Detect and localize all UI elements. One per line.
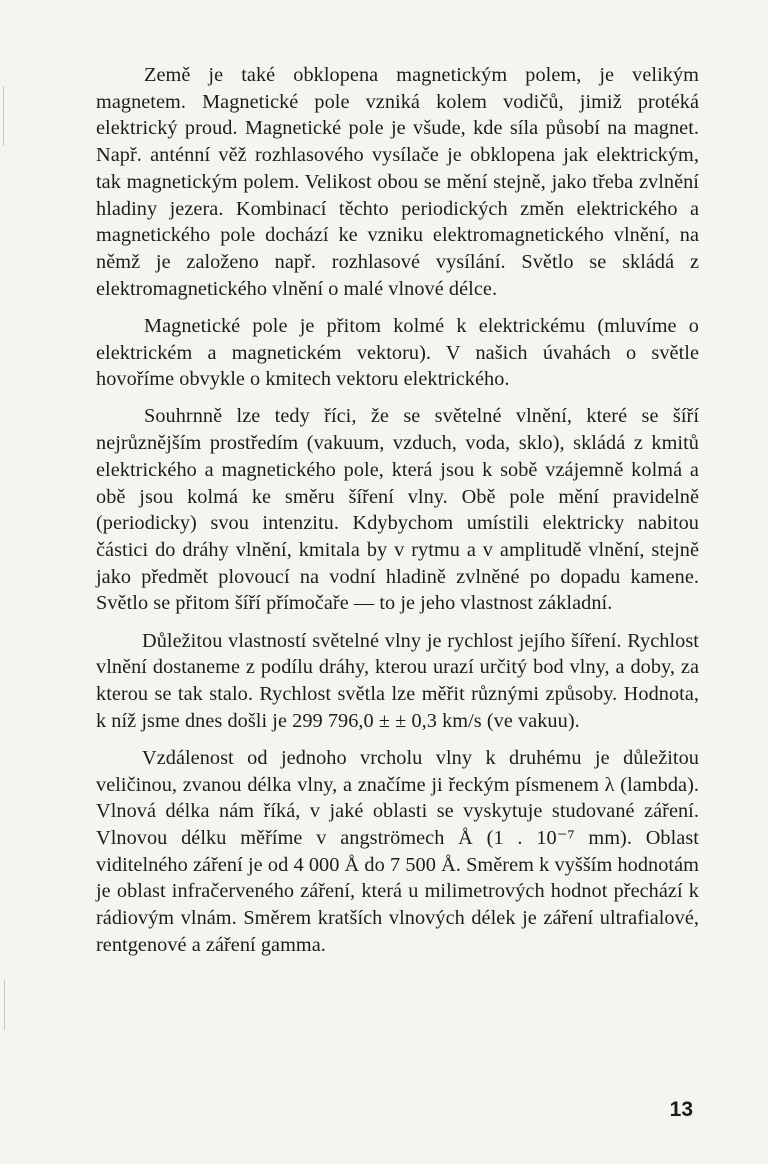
scan-edge-mark bbox=[4, 980, 5, 1030]
paragraph-2: Magnetické pole je přitom kolmé k elektrickému (mluvíme o elektrickém a magnetickém vektoru). V našich úvahách o světle hovoříme obvykle o kmitech vektoru elektrického. bbox=[96, 314, 699, 391]
paragraph-4: Důležitou vlastností světelné vlny je rychlost jejího šíření. Rychlost vlnění dostaneme z podílu dráhy, kterou urazí určitý bod vlny, a doby, za kterou se tak stalo. Rychlost světla lze měřit různými způsoby. Hodnota, k níž jsme dnes došli je 299 796,0 ± ± 0,3 km/s (ve vakuu). bbox=[96, 629, 699, 732]
paragraph-1: Země je také obklopena magnetickým polem, je velikým magnetem. Magnetické pole vzniká kolem vodičů, jimiž protéká elektrický proud. Magnetické pole je všude, kde síla působí na magnet. Např. anténní věž rozhlasového vysílače je obklopena jak elektrickým, tak magnetickým polem. Velikost obou se mění stejně, jako třeba zvlnění hladiny jezera. Kombinací těchto periodických změn elektrického a magnetického pole dochází ke vzniku elektromagnetického vlnění, na němž je založeno např. rozhlasové vysílání. Světlo se skládá z elektromagnetického vlnění o malé vlnové délce. bbox=[96, 64, 699, 300]
body-text bbox=[96, 62, 699, 969]
paragraph-3: Souhrnně lze tedy říci, že se světelné vlnění, které se šíří nejrůznějším prostředím (vakuum, vzduch, voda, sklo), skládá z kmitů elektrického a magnetického pole, která jsou k sobě vzájemně kolmá a obě jsou kolmá ke směru šíření vlny. Obě pole mění pravidelně (periodicky) svou intenzitu. Kdybychom umístili elektricky nabitou částici do dráhy vlnění, kmitala by v rytmu a v amplitudě vlnění, stejně jako předmět plovoucí na vodní hladině zvlněné po dopadu kamene. Světlo se přitom šíří přímočaře — to je jeho vlastnost základní. bbox=[96, 405, 699, 615]
page-number: 13 bbox=[669, 1098, 693, 1121]
paragraph-5: Vzdálenost od jednoho vrcholu vlny k druhému je důležitou veličinou, zvanou délka vlny, a značíme ji řeckým písmenem λ (lambda). Vlnová délka nám říká, v jaké oblasti se vyskytuje studované záření. Vlnovou délku měříme v angströmech Å (1 . 10⁻⁷ mm). Oblast viditelného záření je od 4 000 Å do 7 500 Å. Směrem k vyšším hodnotám je oblast infračerveného záření, která u milimetrových hodnot přechází k rádiovým vlnám. Směrem kratších vlnových délek je záření ultrafialové, rentgenové a záření gamma. bbox=[96, 746, 699, 956]
scan-edge-mark bbox=[3, 86, 4, 146]
